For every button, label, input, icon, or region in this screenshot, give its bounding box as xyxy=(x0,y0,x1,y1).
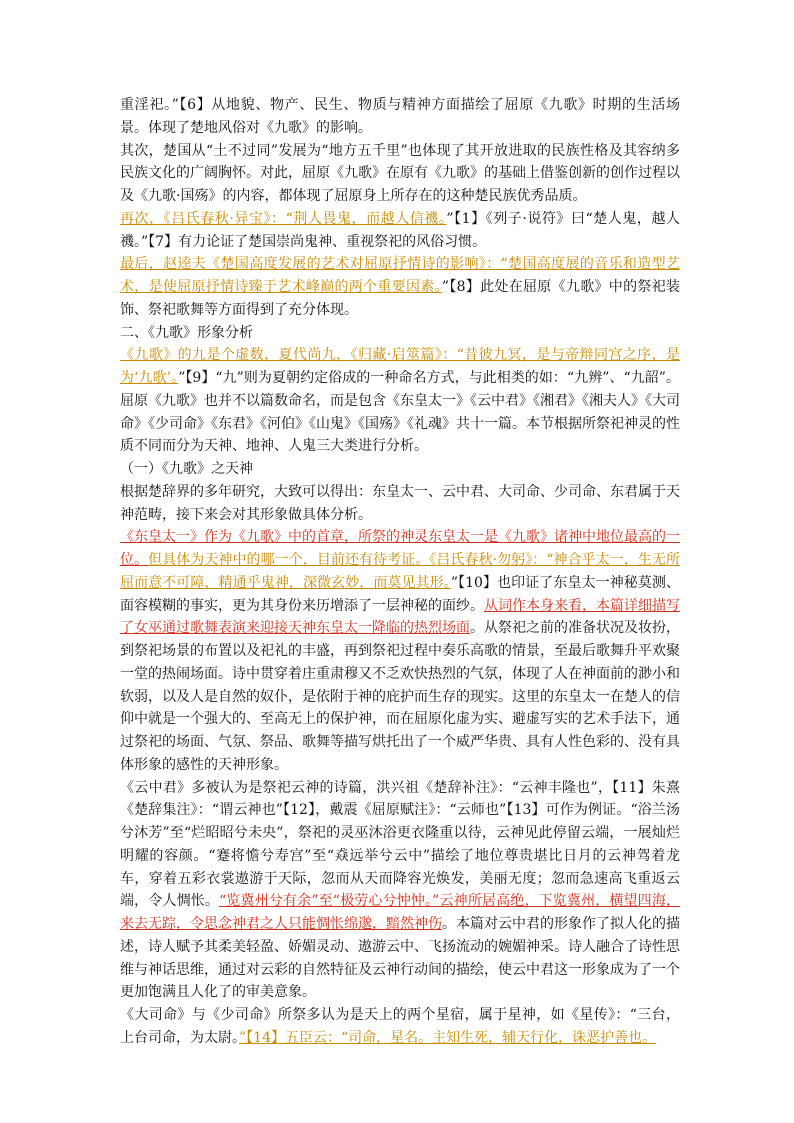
text-run: 《大司命》与《少司命》所祭多认为是天上的两个星宿，属于星神，如《星传》：“三台，上台司命，为太尉。 xyxy=(120,1007,680,1046)
paragraph-p4 xyxy=(120,253,680,321)
paragraph-p2 xyxy=(120,140,680,208)
text-run: ”【9】“九”则为夏朝约定俗成的一种命名方式，与此相类的如：“九辨”、“九韶”。屈原《九歌》也并不以篇数命名，而是包含《东皇太一》《云中君》《湘君》《湘夫人》《大司命》《少司命》《东君》《河伯》《山鬼》《国殇》《礼魂》共十一篇。本节根据所祭祀神灵的性质不同而分为天神、地神、人鬼三大类进行分析。 xyxy=(120,370,680,455)
highlighted-text-run: 从词作本身来看，本篇详细描写了女巫通过歌舞表演来迎接天神东皇太一降临的热烈场面 xyxy=(120,597,680,637)
text-run: ”【10】也印证了东皇太一神秘莫测、面容模糊的事实，更为其身份来历增添了一层神秘的面纱。 xyxy=(120,574,680,614)
paragraph-p7 xyxy=(120,458,680,481)
paragraph-p9 xyxy=(120,526,680,776)
highlighted-text-run: ”【14】五臣云：“司命，星名。主知生死，辅天行化，诛恶护善也。 xyxy=(239,1029,657,1046)
paragraph-p6 xyxy=(120,344,680,458)
highlighted-text-run: 《九歌》的九是个虚数，夏代尚九，《归藏·启筮篇》：“昔彼九冥，是与帝辩同宫之序，是为‘九歌’。 xyxy=(120,347,680,386)
text-run: 其次，楚国从“土不过同”发展为“地方五千里”也体现了其开放进取的民族性格及其容纳多民族文化的广阔胸怀。对此，屈原《九歌》在原有《九歌》的基础上借鉴创新的创作过程以及《九歌·国殇》的内容，都体现了屈原身上所存在的这种楚民族优秀品质。 xyxy=(120,142,680,204)
highlighted-text-run: 再次，《吕氏春秋·异宝》：“荆人畏鬼，而越人信禨。 xyxy=(120,210,447,227)
highlighted-text-run: “览冀州兮有余”至“极劳心兮忡忡。”云神所居高绝，下览冀州，横望四海，来去无踪，令思念神君之人只能惆怅绵邈，黯然神伤 xyxy=(120,893,680,932)
text-run: 《云中君》多被认为是祭祀云神的诗篇，洪兴祖《楚辞补注》：“云神丰隆也”，【11】朱熹《楚辞集注》：“谓云神也”【12】，戴震《屈原赋注》：“云师也”【13】可作为例证。“浴兰汤兮沐芳”至“烂昭昭兮未央”，祭祀的灵巫沐浴更衣隆重以待，云神见此停留云端，一展灿烂明耀的容颜。“蹇将憺兮寿宫”至“猋远举兮云中”描绘了地位尊贵堪比日月的云神驾着龙车，穿着五彩衣裳遨游于天际，忽而从天而降容光焕发，美丽无度；忽而急速高飞重返云端，令人惆怅。 xyxy=(120,779,680,910)
text-run: ”【1】《列子·说符》曰“楚人鬼，越人禨。”【7】有力论证了楚国崇尚鬼神、重视祭祀的风俗习惯。 xyxy=(120,210,681,250)
text-run: 。本篇对云中君的形象作了拟人化的描述，诗人赋予其柔美轻盈、娇媚灵动、遨游云中、飞扬流动的婉媚神采。诗人融合了诗性思维与神话思维，通过对云彩的自然特征及云神行动间的描绘，使云中君这一形象成为了一个更加饱满且人化了的审美意象。 xyxy=(120,916,680,1001)
text-run: 。从祭祀之前的准备状况及妆扮，到祭祀场景的布置以及祀礼的丰盛，再到祭祀过程中奏乐高歌的情景，至最后歌舞升平欢聚一堂的热闹场面。诗中贯穿着庄重肃穆又不乏欢快热烈的气氛，体现了人在神面前的渺小和软弱，以及人是自然的奴仆，是依附于神的庇护而生存的现实。这里的东皇太一在楚人的信仰中就是一个强大的、至高无上的保护神，而在屈原化虚为实、避虚写实的艺术手法下，通过祭祀的场面、气氛、祭品、歌舞等描写烘托出了一个威严华贵、具有人性色彩的、没有具体形象的感性的天神形象。 xyxy=(120,620,680,773)
paragraph-p10 xyxy=(120,777,680,1005)
text-run: （一）《九歌》之天神 xyxy=(120,461,253,477)
paragraph-p1 xyxy=(120,94,680,140)
text-run: ”【8】此处在屈原《九歌》中的祭祀装饰、祭祀歌舞等方面得到了充分体现。 xyxy=(120,279,680,318)
document-page xyxy=(120,94,680,1050)
text-run: 二、《九歌》形象分析 xyxy=(120,324,253,341)
paragraph-p5 xyxy=(120,322,680,345)
highlighted-text-run: 《东皇太一》作为《九歌》中的首章，所祭的神灵东皇太一是《九歌》诸神中地位最高的一位。 xyxy=(120,529,680,568)
paragraph-p3 xyxy=(120,208,680,254)
paragraph-p11 xyxy=(120,1004,680,1050)
text-run: 重淫祀。”【6】从地貌、物产、民生、物质与精神方面描绘了屈原《九歌》时期的生活场景。体现了楚地风俗对《九歌》的影响。 xyxy=(120,97,680,136)
paragraph-p8 xyxy=(120,481,680,527)
text-run: 根据楚辞界的多年研究，大致可以得出：东皇太一、云中君、大司命、少司命、东君属于天神范畴，接下来会对其形象做具体分析。 xyxy=(120,483,680,523)
highlighted-text-run: 最后，赵逵夫《楚国高度发展的艺术对屈原抒情诗的影响》：“楚国高度展的音乐和造型艺术，是使屈原抒情诗臻于艺术峰巅的两个重要因素。 xyxy=(120,256,680,295)
highlighted-text-run: 但具体为天神中的哪一个，目前还有待考证。《吕氏春秋·勿躬》：“神合乎太一，生无所屈而意不可障，精通乎鬼神，深微玄妙，而莫见其形。 xyxy=(120,552,681,591)
